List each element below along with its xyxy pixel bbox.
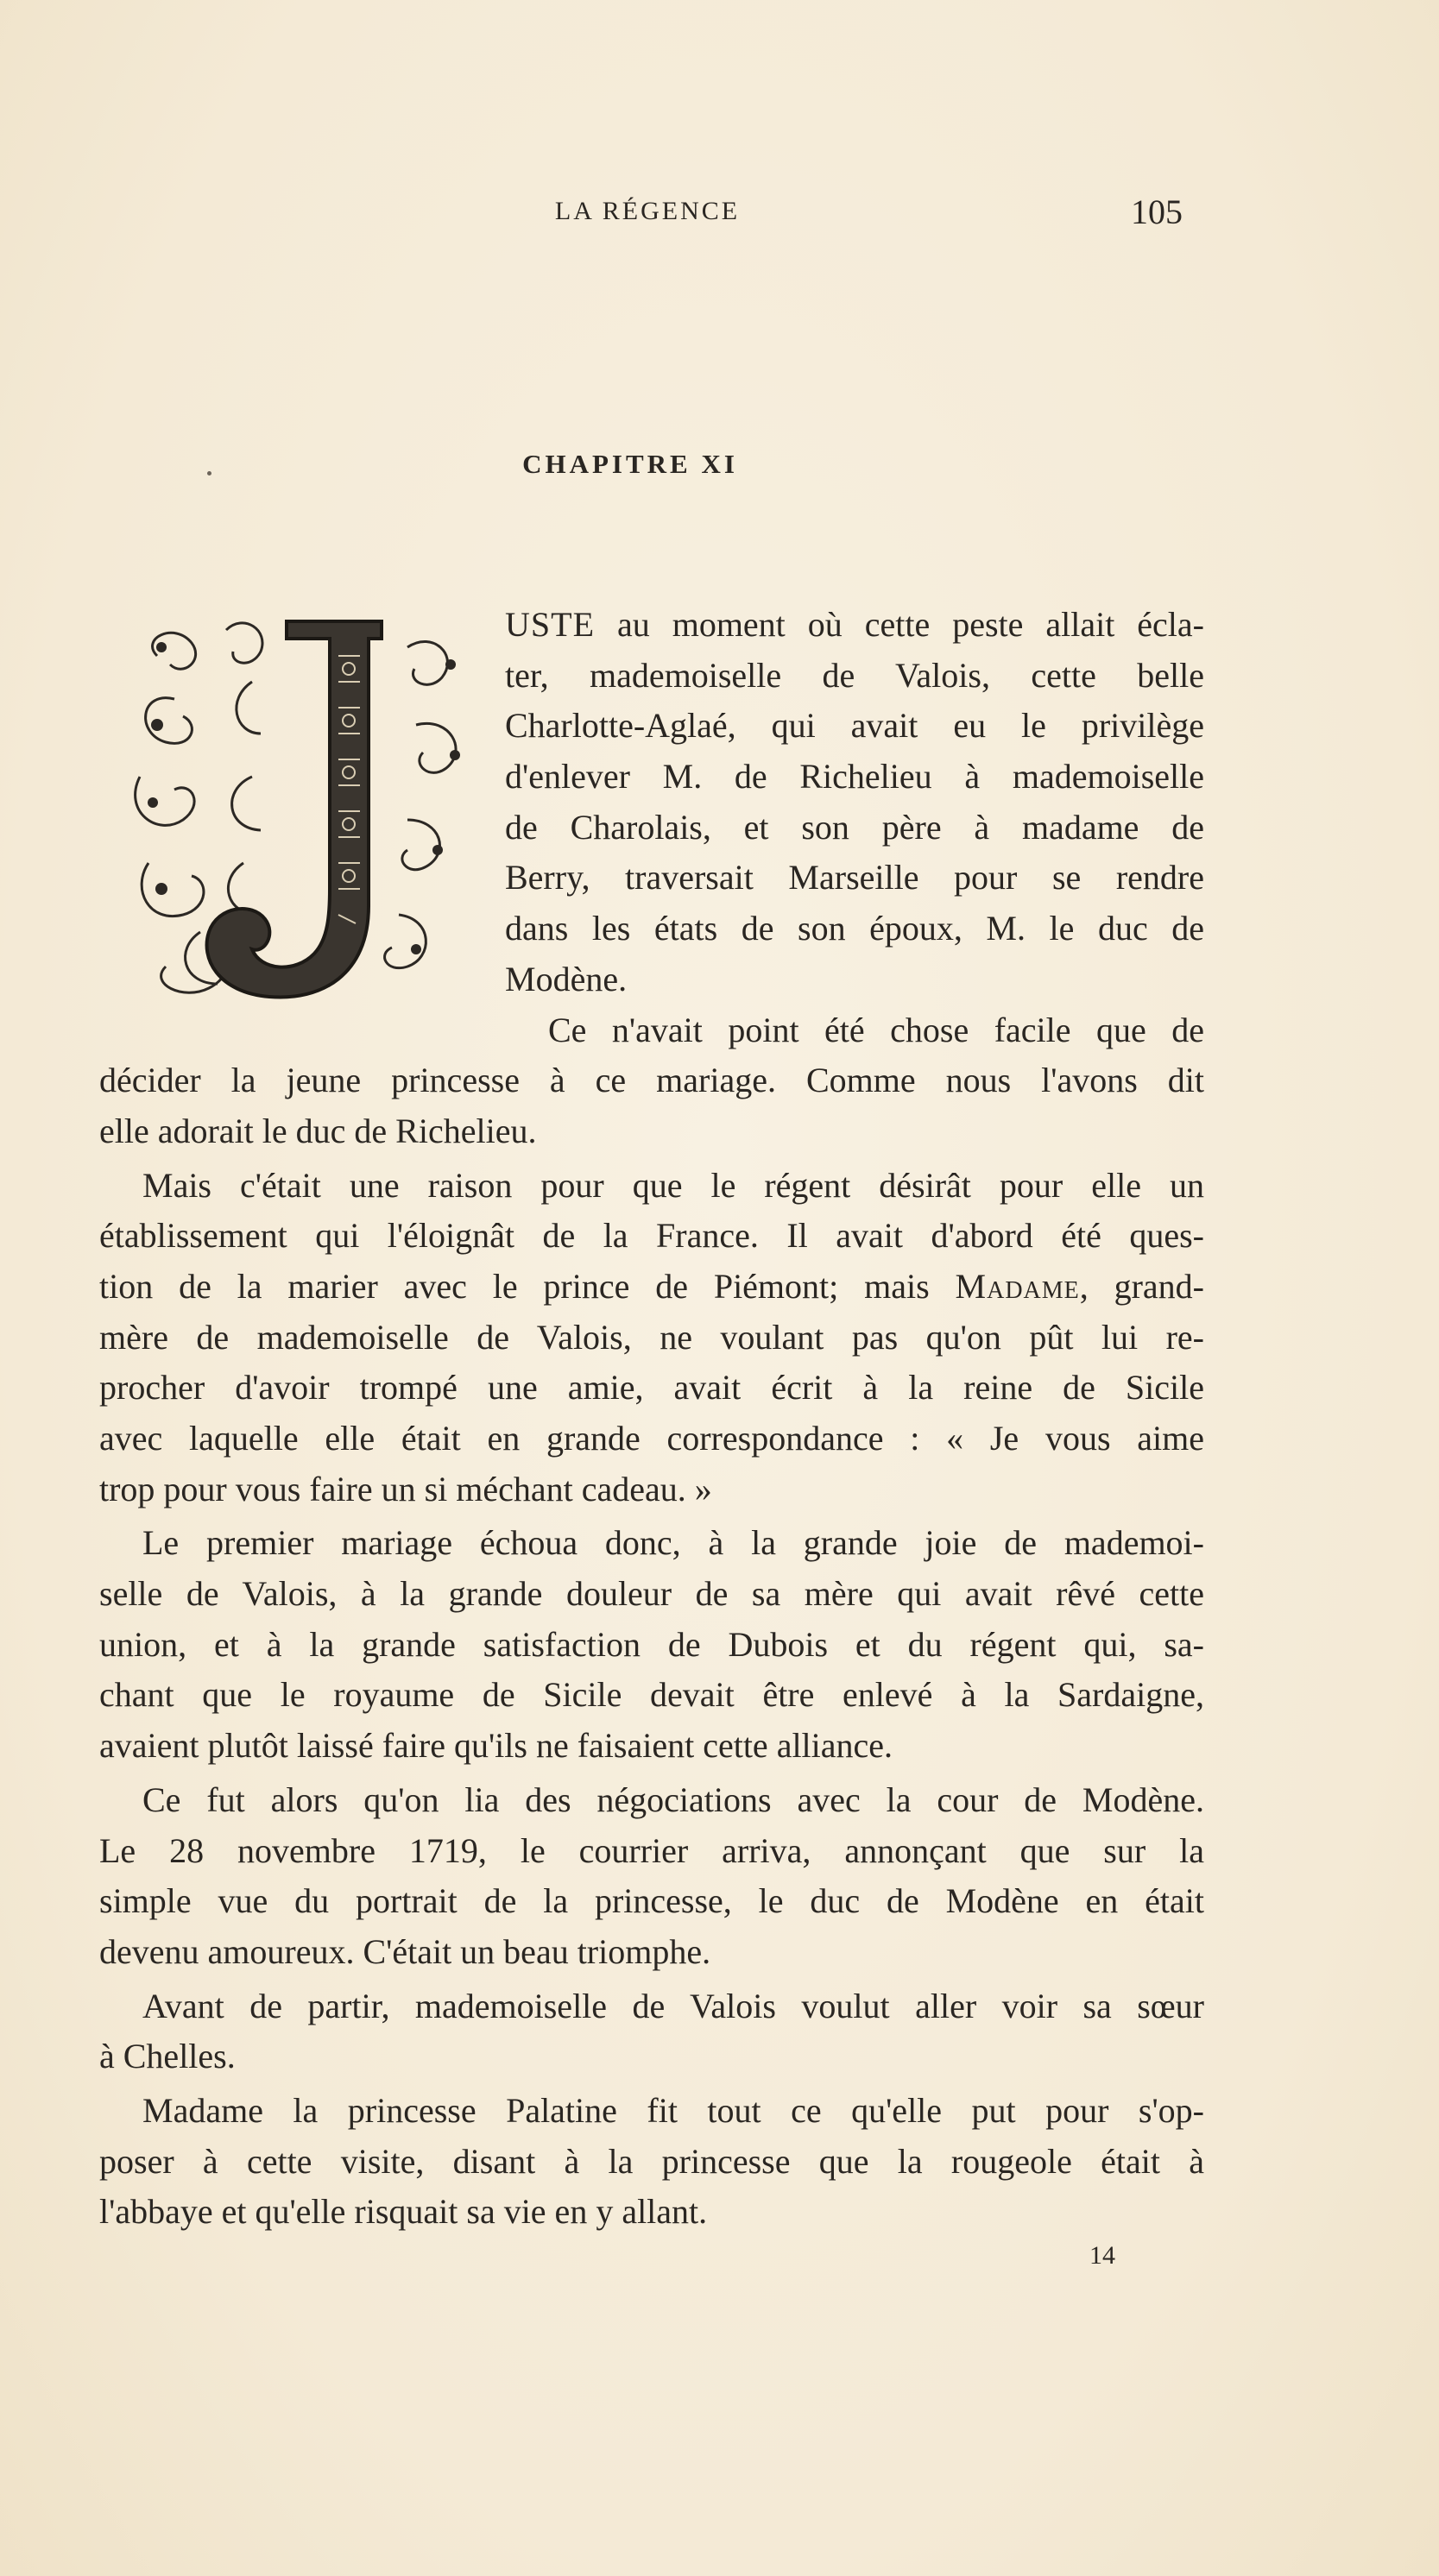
text-line: établissement qui l'éloignât de la France. Il avait d'abord été ques-	[99, 1216, 1204, 1256]
text-line: l'abbaye et qu'elle risquait sa vie en y allant.	[99, 2192, 708, 2232]
opening-word: USTE	[505, 605, 595, 644]
text-segment: au moment où cette peste allait écla-	[595, 605, 1204, 644]
text-line: Le premier mariage échoua donc, à la grande joie de mademoi-	[142, 1523, 1204, 1563]
text-line: Ce fut alors qu'on lia des négociations avec la cour de Modène.	[142, 1779, 1204, 1819]
signature-mark: 14	[1089, 2241, 1115, 2270]
text-line: à Chelles.	[99, 2037, 236, 2076]
text-line: Le 28 novembre 1719, le courrier arriva, annonçant que sur la	[99, 1830, 1204, 1870]
text-line: Madame la princesse Palatine fit tout ce qu'elle put pour s'op-	[142, 2090, 1204, 2130]
text-line: dans les états de son époux, M. le duc de	[505, 909, 1204, 948]
text-line: simple vue du portrait de la princesse, le duc de Modène en était	[99, 1881, 1204, 1921]
running-head	[0, 192, 1439, 249]
text-line	[505, 600, 1204, 651]
page-number: 105	[1131, 192, 1183, 231]
text-line: d'enlever M. de Richelieu à mademoiselle	[505, 757, 1204, 797]
text-line: de Charolais, et son père à madame de	[505, 807, 1204, 847]
text-line: avaient plutôt laissé faire qu'ils ne faisaient cette alliance.	[99, 1726, 893, 1766]
text-line: trop pour vous faire un si méchant cadeau. »	[99, 1469, 712, 1508]
text-line: selle de Valois, à la grande douleur de sa mère qui avait rêvé cette	[99, 1574, 1204, 1614]
chapter-title: CHAPITRE XI	[522, 449, 738, 479]
body-text	[99, 600, 1204, 2238]
text-line: Charlotte-Aglaé, qui avait eu le privilège	[505, 706, 1204, 746]
text-line: Ce n'avait point été chose facile que de	[548, 1010, 1204, 1049]
text-line: union, et à la grande satisfaction de Dubois et du régent qui, sa-	[99, 1624, 1204, 1664]
text-segment: , grand-	[1079, 1266, 1205, 1306]
text-line: Modène.	[505, 959, 628, 998]
text-segment: tion de la marier avec le prince de Piémont; mais	[99, 1266, 930, 1306]
text-line	[99, 1262, 1204, 1313]
text-line: Mais c'était une raison pour que le régent désirât pour elle un	[142, 1165, 1204, 1205]
text-line: avec laquelle elle était en grande correspondance : « Je vous aime	[99, 1419, 1204, 1458]
text-line: Avant de partir, mademoiselle de Valois voulut aller voir sa sœur	[142, 1986, 1204, 2025]
running-title: LA RÉGENCE	[554, 197, 741, 225]
madame-title: Madame	[955, 1266, 1080, 1306]
text-line: chant que le royaume de Sicile devait être enlevé à la Sardaigne,	[99, 1675, 1204, 1715]
text-line: ter, mademoiselle de Valois, cette belle	[505, 655, 1204, 695]
text-line: devenu amoureux. C'était un beau triomphe.	[99, 1931, 711, 1971]
text-line: procher d'avoir trompé une amie, avait écrit à la reine de Sicile	[99, 1368, 1204, 1408]
text-line: poser à cette visite, disant à la princesse que la rougeole était à	[99, 2141, 1204, 2181]
text-line: elle adorait le duc de Richelieu.	[99, 1111, 537, 1150]
text-line: décider la jeune princesse à ce mariage. Comme nous l'avons dit	[99, 1061, 1204, 1100]
text-line: Berry, traversait Marseille pour se rendre	[505, 858, 1204, 898]
text-line: mère de mademoiselle de Valois, ne voulant pas qu'on pût lui re-	[99, 1317, 1204, 1357]
